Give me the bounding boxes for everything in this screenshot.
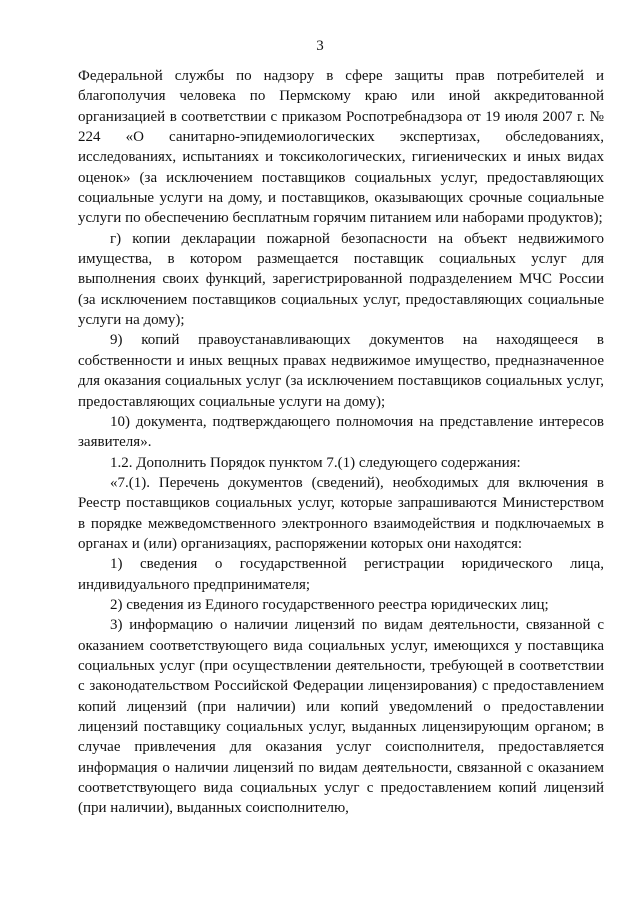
page-number: 3: [316, 38, 324, 54]
paragraph-list-item-3: 3) информацию о наличии лицензий по видам деятельности, связанной с оказанием соответствующего вида социальных услуг, имеющихся у поставщика социальных услуг (при осуществлении деятельности, требующей в соответствии с законодательством Российской Федерации лицензирования) с предоставлением копий лицензий (при наличии) или копий уведомлений о предоставлении лицензий поставщику социальных услуг, выданных лицензирующим органом; в случае привлечения для оказания услуг соисполнителя, предоставляется информация о наличии лицензий по видам деятельности, связанной с оказанием соответствующего вида социальных услуг с предоставлением копий лицензий (при наличии), выданных соисполнителю,: [78, 617, 604, 817]
paragraph-continuation: Федеральной службы по надзору в сфере защиты прав потребителей и благополучия человека по Пермскому краю или иной аккредитованной организацией в соответствии с приказом Роспотребнадзора от 19 июля 2007 г. № 224 «О санитарно-эпидемиологических экспертизах, обследованиях, исследованиях, испытаниях и токсикологических, гигиенических и иных видах оценок» (за исключением поставщиков социальных услуг, предоставляющих социальные услуги на дому, и поставщиков, оказывающих срочные социальные услуги по обеспечению бесплатным горячим питанием или наборами продуктов);: [78, 68, 604, 227]
document-body: [78, 66, 604, 819]
paragraph-section-1-2: 1.2. Дополнить Порядок пунктом 7.(1) следующего содержания:: [110, 454, 521, 471]
paragraph-item-10: 10) документа, подтверждающего полномочия на представление интересов заявителя».: [78, 413, 604, 451]
paragraph-item-g: г) копии декларации пожарной безопасности на объект недвижимого имущества, в котором размещается поставщик социальных услуг для выполнения своих функций, зарегистрированной подразделением МЧС России (за исключением поставщиков социальных услуг, предоставляющих социальные услуги на дому);: [78, 230, 604, 329]
paragraph-list-item-1: 1) сведения о государственной регистрации юридического лица, индивидуального предпринимателя;: [78, 556, 604, 593]
paragraph-list-item-2: 2) сведения из Единого государственного реестра юридических лиц;: [110, 596, 549, 613]
paragraph-item-9: 9) копий правоустанавливающих документов на находящееся в собственности и иных вещных правах недвижимое имущество, предназначенное для оказания социальных услуг (за исключением поставщиков социальных услуг, предоставляющих социальные услуги на дому);: [78, 332, 604, 410]
paragraph-clause-7-1: «7.(1). Перечень документов (сведений), необходимых для включения в Реестр поставщиков социальных услуг, которые запрашиваются Министерством в порядке межведомственного электронного взаимодействия и подключаемых в органах и (или) организациях, распоряжении которых они находятся:: [78, 474, 604, 552]
